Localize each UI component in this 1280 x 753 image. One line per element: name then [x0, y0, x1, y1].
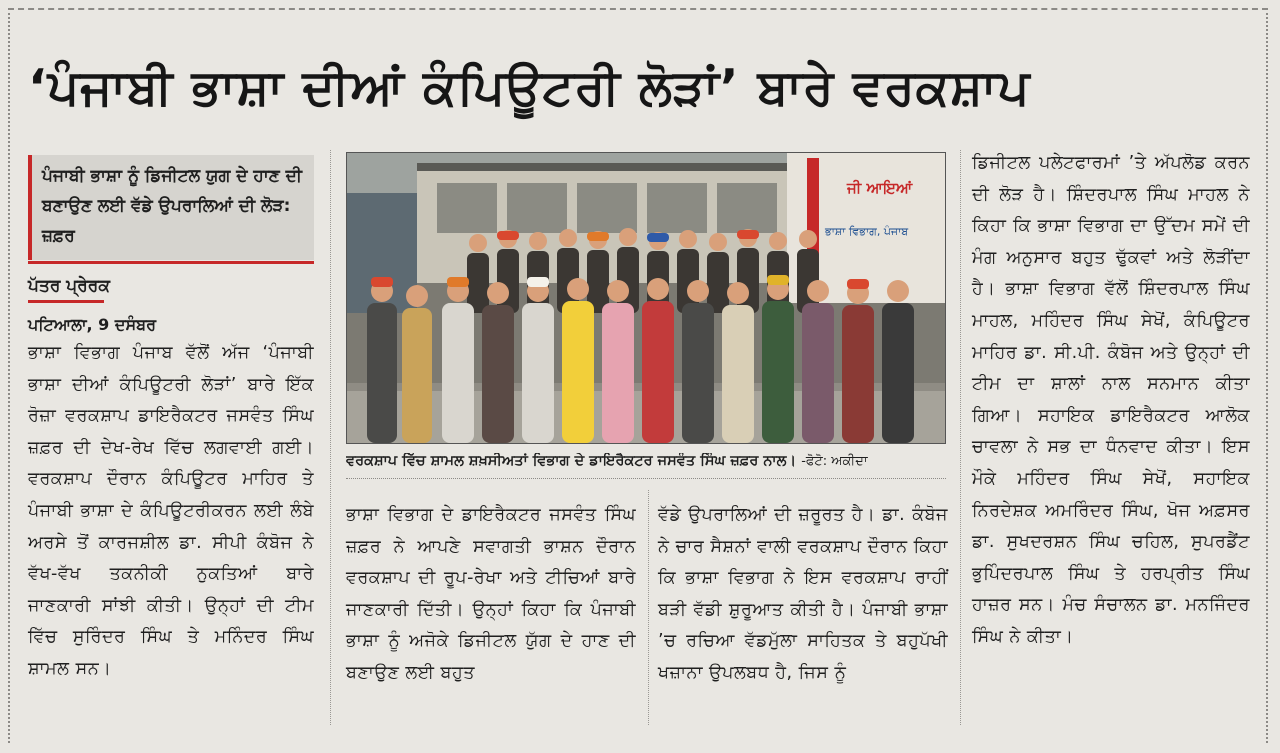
caption-rule [346, 478, 946, 479]
subheadline: ਪੰਜਾਬੀ ਭਾਸ਼ਾ ਨੂੰ ਡਿਜੀਟਲ ਯੁਗ ਦੇ ਹਾਣ ਦੀ ਬਣਾਉਣ ਲਈ ਵੱਡੇ ਉਪਰਾਲਿਆਂ ਦੀ ਲੋੜ: ਜ਼ਫ਼ਰ [28, 155, 314, 260]
column-divider [960, 150, 961, 725]
subhead-rule [28, 261, 314, 264]
article-column-1: ਭਾਸ਼ਾ ਵਿਭਾਗ ਪੰਜਾਬ ਵੱਲੋਂ ਅੱਜ ‘ਪੰਜਾਬੀ ਭਾਸ਼ਾ ਦੀਆਂ ਕੰਪਿਊਟਰੀ ਲੋੜਾਂ’ ਬਾਰੇ ਇੱਕ ਰੋਜ਼ਾ ਵਰਕਸ਼ਾਪ ਡਾਇਰੈਕਟਰ ਜਸਵੰਤ ਸਿੰਘ ਜ਼ਫ਼ਰ ਦੀ ਦੇਖ-ਰੇਖ ਵਿੱਚ ਲਗਵਾਈ ਗਈ। ਵਰਕਸ਼ਾਪ ਦੌਰਾਨ ਕੰਪਿਊਟਰ ਮਾਹਿਰ ਤੇ ਪੰਜਾਬੀ ਭਾਸ਼ਾ ਦੇ ਕੰਪਿਊਟਰੀਕਰਨ ਲਈ ਲੰਬੇ ਅਰਸੇ ਤੋਂ ਕਾਰਜਸ਼ੀਲ ਡਾ. ਸੀਪੀ ਕੰਬੋਜ ਨੇ ਵੱਖ-ਵੱਖ ਤਕਨੀਕੀ ਨੁਕਤਿਆਂ ਬਾਰੇ ਜਾਣਕਾਰੀ ਸਾਂਝੀ ਕੀਤੀ। ਉਨ੍ਹਾਂ ਦੀ ਟੀਮ ਵਿੱਚ ਸੁਰਿੰਦਰ ਸਿੰਘ ਤੇ ਮਨਿੰਦਰ ਸਿੰਘ ਸ਼ਾਮਲ ਸਨ। [28, 343, 314, 679]
column-divider [330, 150, 331, 725]
article-column-4: ਡਿਜੀਟਲ ਪਲੇਟਫਾਰਮਾਂ ’ਤੇ ਅੱਪਲੋਡ ਕਰਨ ਦੀ ਲੋੜ ਹੈ। ਸ਼ਿੰਦਰਪਾਲ ਸਿੰਘ ਮਾਹਲ ਨੇ ਕਿਹਾ ਕਿ ਭਾਸ਼ਾ ਵਿਭਾਗ ਦਾ ਉੱਦਮ ਸਮੇਂ ਦੀ ਮੰਗ ਅਨੁਸਾਰ ਬਹੁਤ ਢੁੱਕਵਾਂ ਅਤੇ ਲੋੜੀਂਦਾ ਹੈ। ਭਾਸ਼ਾ ਵਿਭਾਗ ਵੱਲੋਂ ਸ਼ਿੰਦਰਪਾਲ ਸਿੰਘ ਮਾਹਲ, ਮਹਿੰਦਰ ਸਿੰਘ ਸੇਖੋਂ, ਕੰਪਿਊਟਰ ਮਾਹਿਰ ਡਾ. ਸੀ.ਪੀ. ਕੰਬੋਜ ਅਤੇ ਉਨ੍ਹਾਂ ਦੀ ਟੀਮ ਦਾ ਸ਼ਾਲਾਂ ਨਾਲ ਸਨਮਾਨ ਕੀਤਾ ਗਿਆ। ਸਹਾਇਕ ਡਾਇਰੈਕਟਰ ਆਲੋਕ ਚਾਵਲਾ ਨੇ ਸਭ ਦਾ ਧੰਨਵਾਦ ਕੀਤਾ। ਇਸ ਮੌਕੇ ਮਹਿੰਦਰ ਸਿੰਘ ਸੇਖੋਂ, ਸਹਾਇਕ ਨਿਰਦੇਸ਼ਕ ਅਮਰਿੰਦਰ ਸਿੰਘ, ਖੋਜ ਅਫ਼ਸਰ ਡਾ. ਸੁਖਦਰਸ਼ਨ ਸਿੰਘ ਚਹਿਲ, ਸੁਪਰਡੈਂਟ ਭੁਪਿੰਦਰਪਾਲ ਸਿੰਘ ਤੇ ਹਰਪ੍ਰੀਤ ਸਿੰਘ ਹਾਜ਼ਰ ਸਨ। ਮੰਚ ਸੰਚਾਲਨ ਡਾ. ਮਨਜਿੰਦਰ ਸਿੰਘ ਨੇ ਕੀਤਾ। [972, 153, 1250, 647]
byline-rule [28, 300, 104, 303]
photo-credit: -ਫੋਟੋ: ਅਕੀਦਾ [801, 454, 868, 469]
group-photo-illustration [347, 153, 946, 444]
headline: ‘ਪੰਜਾਬੀ ਭਾਸ਼ਾ ਦੀਆਂ ਕੰਪਿਊਟਰੀ ਲੋੜਾਂ’ ਬਾਰੇ ਵਰਕਸ਼ਾਪ [28, 59, 1031, 116]
article-column-2: ਭਾਸ਼ਾ ਵਿਭਾਗ ਦੇ ਡਾਇਰੈਕਟਰ ਜਸਵੰਤ ਸਿੰਘ ਜ਼ਫ਼ਰ ਨੇ ਆਪਣੇ ਸਵਾਗਤੀ ਭਾਸ਼ਨ ਦੌਰਾਨ ਵਰਕਸ਼ਾਪ ਦੀ ਰੂਪ-ਰੇਖਾ ਅਤੇ ਟੀਚਿਆਂ ਬਾਰੇ ਜਾਣਕਾਰੀ ਦਿੱਤੀ। ਉਨ੍ਹਾਂ ਕਿਹਾ ਕਿ ਪੰਜਾਬੀ ਭਾਸ਼ਾ ਨੂੰ ਅਜੋਕੇ ਡਿਜੀਟਲ ਯੁੱਗ ਦੇ ਹਾਣ ਦੀ ਬਣਾਉਣ ਲਈ ਬਹੁਤ [346, 505, 636, 683]
welcome-banner-subtext: ਭਾਸ਼ਾ ਵਿਭਾਗ, ਪੰਜਾਬ [825, 225, 909, 238]
photo-caption [346, 453, 946, 469]
welcome-banner-text: ਜੀ ਆਇਆਂ [847, 179, 913, 197]
photo-caption-text: ਵਰਕਸ਼ਾਪ ਵਿੱਚ ਸ਼ਾਮਲ ਸ਼ਖ਼ਸੀਅਤਾਂ ਵਿਭਾਗ ਦੇ ਡਾਇਰੈਕਟਰ ਜਸਵੰਤ ਸਿੰਘ ਜ਼ਫ਼ਰ ਨਾਲ। [346, 453, 797, 469]
group-photo [346, 152, 946, 444]
column-divider [648, 490, 649, 725]
article-column-3: ਵੱਡੇ ਉਪਰਾਲਿਆਂ ਦੀ ਜ਼ਰੂਰਤ ਹੈ। ਡਾ. ਕੰਬੋਜ ਨੇ ਚਾਰ ਸੈਸ਼ਨਾਂ ਵਾਲੀ ਵਰਕਸ਼ਾਪ ਦੌਰਾਨ ਕਿਹਾ ਕਿ ਭਾਸ਼ਾ ਵਿਭਾਗ ਨੇ ਇਸ ਵਰਕਸ਼ਾਪ ਰਾਹੀਂ ਬੜੀ ਵੱਡੀ ਸ਼ੁਰੂਆਤ ਕੀਤੀ ਹੈ। ਪੰਜਾਬੀ ਭਾਸ਼ਾ ’ਚ ਰਚਿਆ ਵੱਡਮੁੱਲਾ ਸਾਹਿਤਕ ਤੇ ਬਹੁਪੱਖੀ ਖਜ਼ਾਨਾ ਉਪਲਬਧ ਹੈ, ਜਿਸ ਨੂੰ [658, 505, 948, 683]
byline: ਪੱਤਰ ਪ੍ਰੇਰਕ [28, 276, 110, 296]
dateline: ਪਟਿਆਲਾ, 9 ਦਸੰਬਰ [28, 315, 157, 334]
